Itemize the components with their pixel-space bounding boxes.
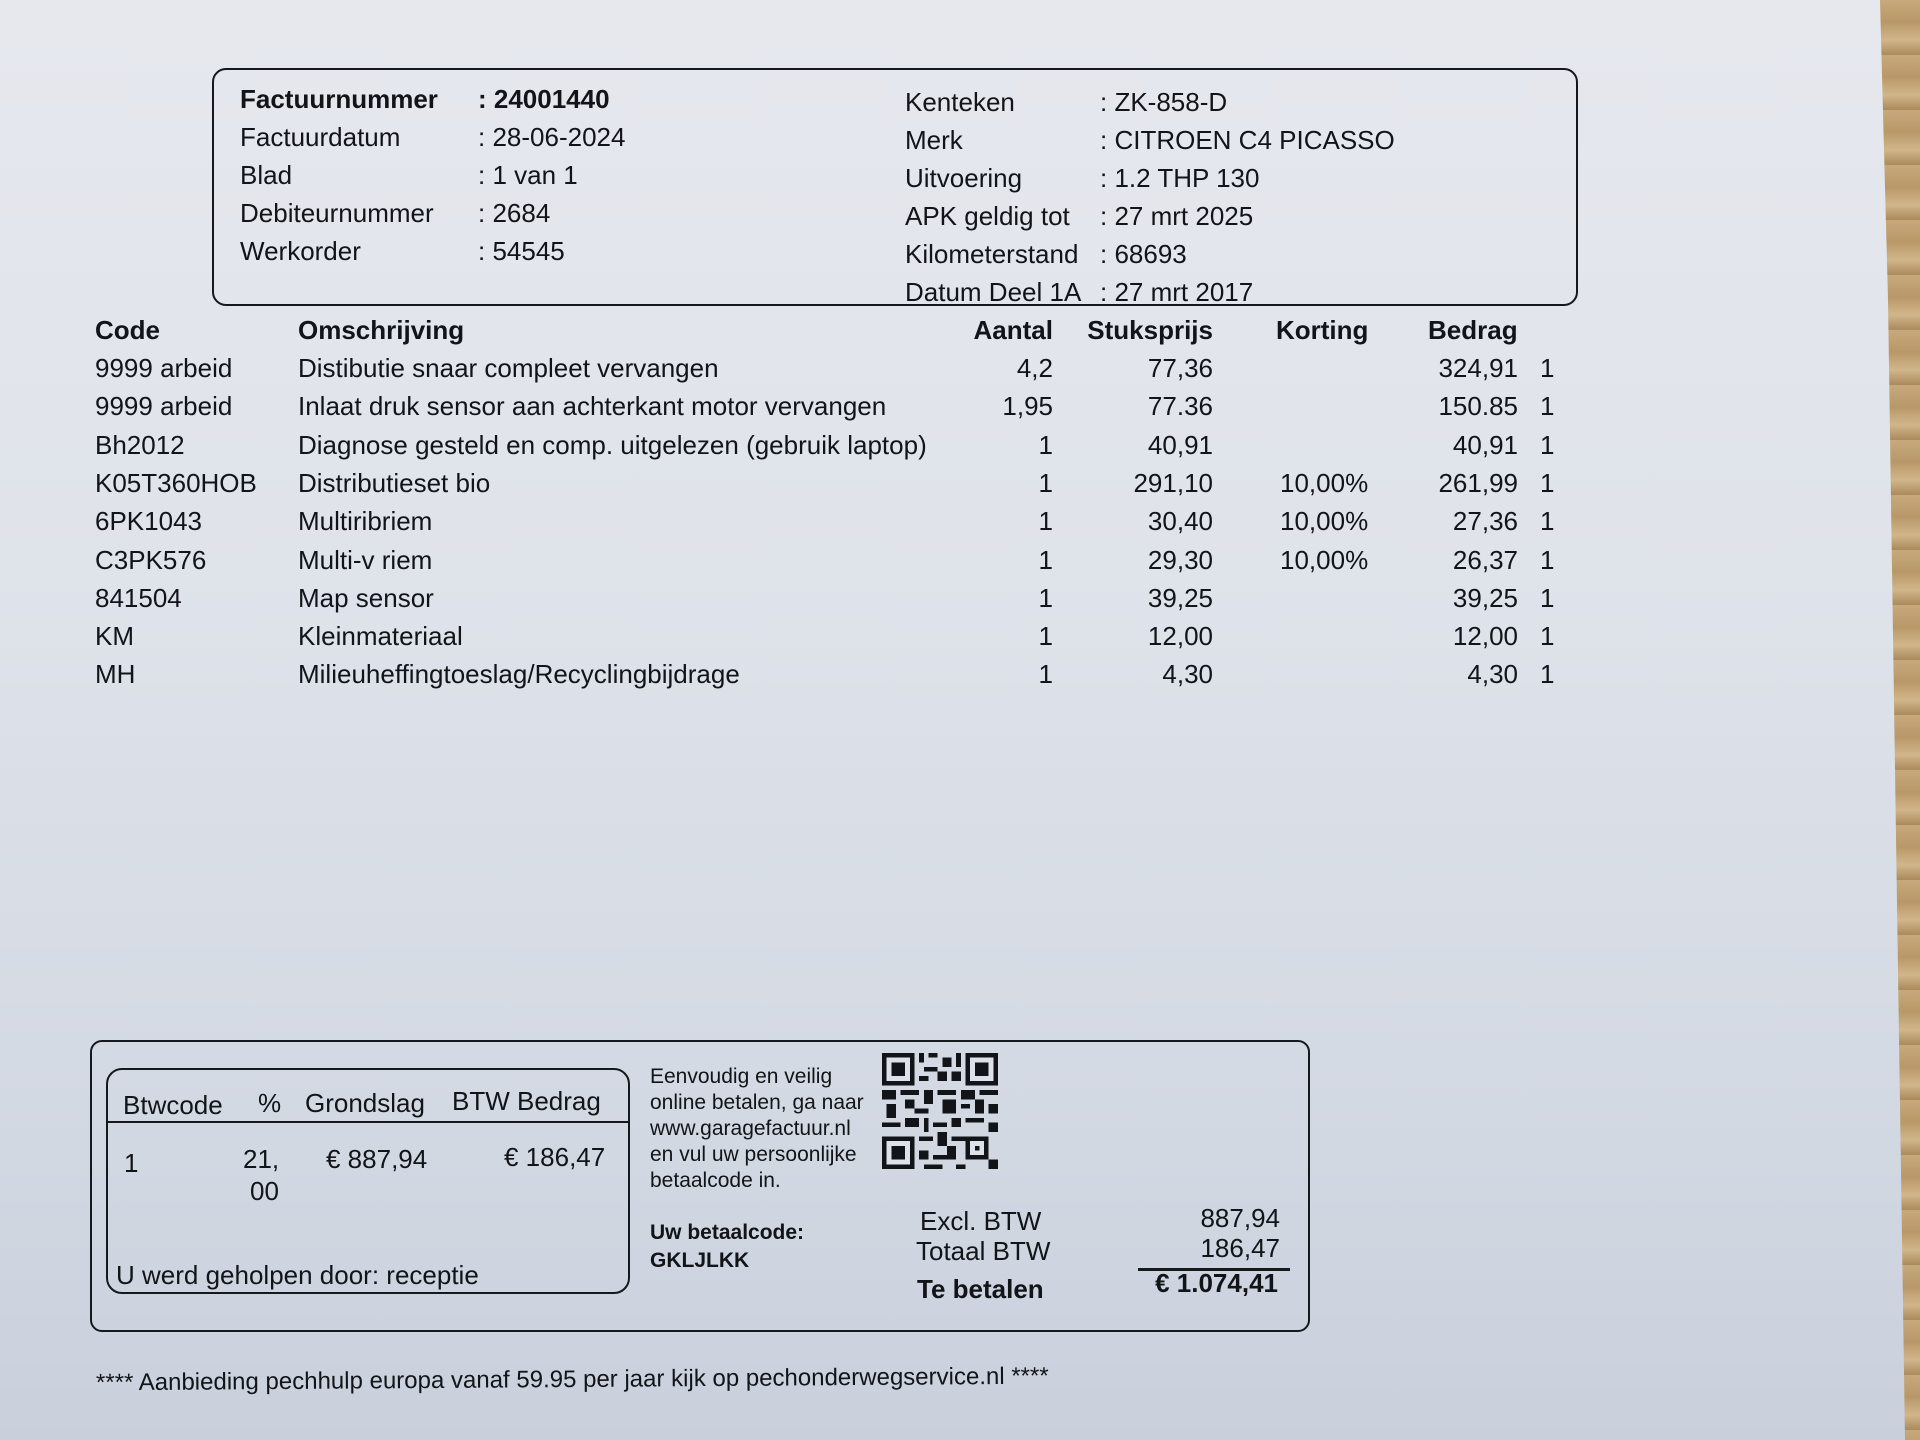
cell-vat-code: 1: [1540, 391, 1555, 421]
cell-code: 9999 arbeid: [95, 353, 233, 383]
field-label: Merk: [905, 125, 963, 155]
mileage-field: [905, 235, 1187, 273]
cell-amount: 26,37: [1452, 545, 1518, 575]
vat-col-base: Grondslag: [305, 1088, 425, 1118]
license-plate: : ZK-858-D: [1100, 87, 1228, 117]
cell-quantity: 1,95: [1002, 391, 1053, 421]
cell-description: Diagnose gesteld en comp. uitgelezen (gebruik laptop): [298, 430, 927, 460]
cell-unit-price: 39,25: [1147, 583, 1213, 613]
cell-code: MH: [95, 659, 136, 689]
debtor-number-field: [240, 194, 551, 232]
field-label: Kilometerstand: [905, 239, 1079, 269]
vat-code: 1: [124, 1148, 139, 1178]
cell-quantity: 1: [1038, 545, 1053, 575]
field-label: Factuurnummer: [240, 84, 438, 114]
cell-vat-code: 1: [1540, 430, 1555, 460]
cell-amount: 12,00: [1452, 621, 1518, 651]
col-header-amount: Bedrag: [1428, 315, 1518, 345]
cell-discount: 10,00%: [1280, 545, 1369, 575]
invoice-date-field: [240, 118, 626, 156]
cell-code: K05T360HOB: [95, 468, 257, 498]
cell-quantity: 1: [1038, 583, 1053, 613]
payment-info-line: betaalcode in.: [650, 1169, 781, 1192]
total-vat-value: 186,47: [1200, 1233, 1280, 1263]
brand: : CITROEN C4 PICASSO: [1100, 125, 1395, 155]
cell-unit-price: 12,00: [1147, 621, 1213, 651]
field-label: Factuurdatum: [240, 122, 401, 152]
cell-quantity: 1: [1038, 659, 1053, 689]
cell-amount: 150.85: [1438, 391, 1518, 421]
license-plate-field: [905, 83, 1228, 121]
vat-amount: € 186,47: [504, 1142, 606, 1172]
cell-unit-price: 291,10: [1133, 468, 1213, 498]
amount-due-value: € 1.074,41: [1155, 1268, 1278, 1298]
cell-discount: 10,00%: [1280, 506, 1369, 536]
cell-vat-code: 1: [1540, 659, 1555, 689]
cell-code: 6PK1043: [95, 506, 202, 536]
field-label: Blad: [240, 160, 293, 190]
registration-date-field: [905, 273, 1254, 311]
cell-vat-code: 1: [1540, 468, 1555, 498]
apk-valid-field: [905, 197, 1254, 235]
cell-vat-code: 1: [1540, 583, 1555, 613]
payment-info-line: Eenvoudig en veilig: [650, 1065, 833, 1088]
invoice-number: : 24001440: [478, 84, 610, 114]
payment-code: GKLJLKK: [650, 1249, 750, 1272]
cell-unit-price: 30,40: [1147, 506, 1213, 536]
payment-info-line: online betalen, ga naar: [650, 1091, 864, 1114]
cell-unit-price: 29,30: [1147, 545, 1213, 575]
work-order-field: [240, 232, 565, 270]
payment-info-line: en vul uw persoonlijke: [650, 1143, 857, 1166]
brand-field: [905, 121, 1395, 159]
promo-text: **** Aanbieding pechhulp europa vanaf 59.95 per jaar kijk op pechonderwegservice.nl ****: [95, 1362, 1049, 1397]
payment-code-label: Uw betaalcode:: [650, 1221, 805, 1244]
cell-unit-price: 77.36: [1147, 391, 1213, 421]
col-header-quantity: Aantal: [973, 315, 1053, 345]
field-label: Uitvoering: [905, 163, 1023, 193]
cell-quantity: 1: [1038, 430, 1053, 460]
col-header-unit-price: Stuksprijs: [1087, 315, 1213, 345]
vat-col-code: Btwcode: [123, 1090, 223, 1120]
cell-code: KM: [95, 621, 134, 651]
vat-col-amount: BTW Bedrag: [452, 1086, 601, 1116]
col-header-discount: Korting: [1276, 315, 1369, 345]
vat-percent-line2: 00: [250, 1176, 279, 1206]
cell-amount: 4,30: [1467, 659, 1518, 689]
cell-description: Milieuheffingtoeslag/Recyclingbijdrage: [298, 659, 740, 689]
amount-due-label: Te betalen: [917, 1274, 1044, 1304]
cell-description: Map sensor: [298, 583, 434, 613]
cell-amount: 39,25: [1452, 583, 1518, 613]
cell-unit-price: 77,36: [1147, 353, 1213, 383]
cell-code: C3PK576: [95, 545, 207, 575]
cell-description: Distibutie snaar compleet vervangen: [298, 353, 719, 383]
cell-amount: 324,91: [1438, 353, 1518, 383]
cell-code: Bh2012: [95, 430, 185, 460]
cell-amount: 27,36: [1452, 506, 1518, 536]
divider: [106, 1121, 630, 1123]
cell-discount: 10,00%: [1280, 468, 1369, 498]
vat-percent-line1: 21,: [243, 1144, 280, 1174]
work-order: : 54545: [478, 236, 565, 266]
cell-description: Distributieset bio: [298, 468, 491, 498]
field-label: Debiteurnummer: [240, 198, 434, 228]
variant-field: [905, 159, 1260, 197]
cell-vat-code: 1: [1540, 621, 1555, 651]
apk-valid-until: : 27 mrt 2025: [1100, 201, 1254, 231]
cell-unit-price: 40,91: [1147, 430, 1213, 460]
cell-description: Multiribriem: [298, 506, 433, 536]
sheet-value: : 1 van 1: [478, 160, 578, 190]
cell-description: Multi-v riem: [298, 545, 433, 575]
cell-unit-price: 4,30: [1162, 659, 1213, 689]
vat-col-percent: %: [258, 1088, 282, 1118]
helped-by: U werd geholpen door: receptie: [116, 1260, 479, 1290]
cell-quantity: 1: [1038, 468, 1053, 498]
cell-vat-code: 1: [1540, 506, 1555, 536]
payment-url[interactable]: www.garagefactuur.nl: [650, 1117, 851, 1140]
vat-base: € 887,94: [326, 1144, 428, 1174]
field-label: Kenteken: [905, 87, 1015, 117]
field-label: APK geldig tot: [905, 201, 1070, 231]
invoice-number-field: [240, 80, 610, 118]
registration-date: : 27 mrt 2017: [1100, 277, 1254, 307]
invoice-date: : 28-06-2024: [478, 122, 626, 152]
col-header-description: Omschrijving: [298, 315, 465, 345]
variant: : 1.2 THP 130: [1100, 163, 1260, 193]
col-header-code: Code: [95, 315, 160, 345]
field-label: Werkorder: [240, 236, 361, 266]
debtor-number: : 2684: [478, 198, 551, 228]
cell-description: Inlaat druk sensor aan achterkant motor vervangen: [298, 391, 887, 421]
cell-code: 841504: [95, 583, 182, 613]
mileage: : 68693: [1100, 239, 1187, 269]
excl-vat-value: 887,94: [1200, 1203, 1280, 1233]
cell-code: 9999 arbeid: [95, 391, 233, 421]
cell-description: Kleinmateriaal: [298, 621, 463, 651]
total-vat-label: Totaal BTW: [916, 1236, 1051, 1266]
cell-quantity: 1: [1038, 621, 1053, 651]
cell-quantity: 4,2: [1016, 353, 1053, 383]
excl-vat-label: Excl. BTW: [920, 1206, 1042, 1236]
sheet-field: [240, 156, 578, 194]
qr-code-icon[interactable]: [882, 1053, 998, 1169]
cell-amount: 40,91: [1452, 430, 1518, 460]
field-label: Datum Deel 1A: [905, 277, 1082, 307]
cell-quantity: 1: [1038, 506, 1053, 536]
cell-amount: 261,99: [1438, 468, 1518, 498]
cell-vat-code: 1: [1540, 353, 1555, 383]
cell-vat-code: 1: [1540, 545, 1555, 575]
